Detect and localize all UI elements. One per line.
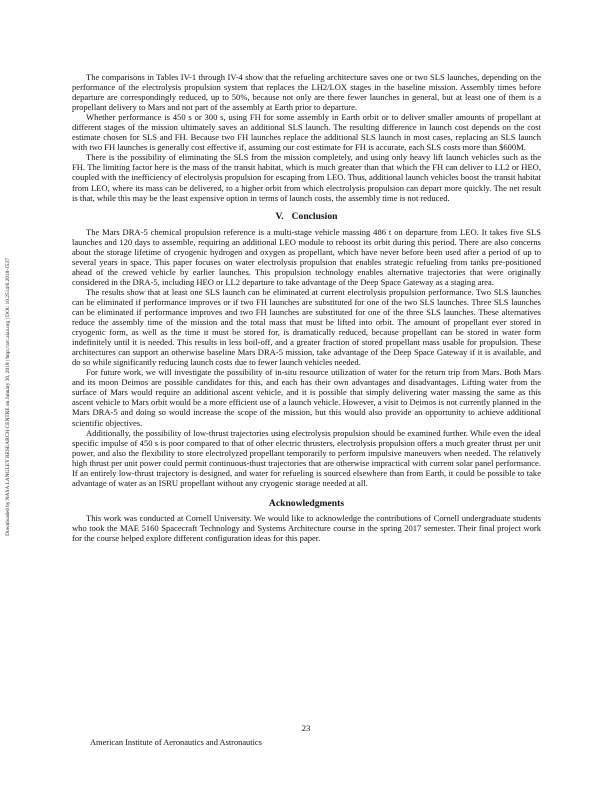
acknowledgments-heading: Acknowledgments [268, 497, 345, 509]
download-watermark [3, 207, 12, 587]
page-number: 23 [301, 723, 311, 733]
conclusion-heading [72, 211, 541, 222]
body-paragraph: The comparisons in Tables IV-1 through IV-4 show that the refueling architecture saves one or two SLS launches, depending on the performance of the electrolysis propulsion system that replaces the LH2/LOX stages in the baseline mission. Assembly times before departure are correspondingly reduced, up to 50%, because not only are there fewer launches in general, but at least one of them is a propellant delivery to Mars and not part of the assembly at Earth prior to departure. [72, 72, 541, 113]
section-title: Conclusion [291, 210, 338, 222]
section-number: V. [275, 210, 284, 222]
download-watermark-text: Downloaded by NASA LANGLEY RESEARCH CENTRE on January 30, 2018 | http://arc.aiaa.org | DOI: 10.2514/6.2018-1537 [4, 258, 11, 536]
conclusion-paragraph: The results show that at least one SLS launch can be eliminated at current electrolysis propulsion performance. Two SLS launches can be eliminated if performance improves or if two FH launches are substituted for one of the two SLS launches. Three SLS launches can be eliminated if performance improves and two FH launches are substituted for one of the three SLS launches. These alternatives reduce the assembly time of the mission and the total mass that must be lifted into orbit. The amount of propellant ever stored in cryogenic form, as well as the time it must be stored for, is dramatically reduced, because propellant can be stored in water form indefinitely until it is needed. This results in less boil-off, and a greater fraction of stored propellant mass usable for propulsion. These architectures can support an otherwise baseline Mars DRA-5 mission, take advantage of the Deep Space Gateway if it is available, and do so while significantly reducing launch costs due to fewer launch vehicles needed. [72, 286, 541, 368]
page-content [72, 72, 541, 543]
page-footer: American Institute of Aeronautics and Astronautics [90, 738, 262, 747]
body-paragraph: Whether performance is 450 s or 300 s, using FH for some assembly in Earth orbit or to deliver smaller amounts of propellant at different stages of the mission ultimately saves an additional SLS launch. The resulting difference in launch cost depends on the cost estimate chosen for SLS and FH. Because two FH launches replace the additional SLS launch in most cases, replacing an SLS launch with two FH launches is generally cost effective if, assuming our cost estimate for FH is accurate, each SLS costs more than $600M. [72, 112, 541, 153]
acknowledgments-paragraph: This work was conducted at Cornell University. We would like to acknowledge the contributions of Cornell undergraduate students who took the MAE 5160 Spacecraft Technology and Systems Architecture course in the spring 2017 semester. Their final project work for the course helped explore different configuration ideas for this paper. [72, 512, 541, 543]
conclusion-paragraph: For future work, we will investigate the possibility of in-situ resource utilization of water for the return trip from Mars. Both Mars and its moon Deimos are possible candidates for this, and each has their own advantages and disadvantages. Lifting water from the surface of Mars would require an additional ascent vehicle, and it is possible that simply delivering water massing the same as this ascent vehicle to Mars orbit would be a more efficient use of a launch vehicle. However, a visit to Deimos is not currently planned in the Mars DRA-5 and doing so would increase the scope of the mission, but this would also provide an opportunity to achieve additional scientific objectives. [72, 367, 541, 428]
conclusion-paragraph: Additionally, the possibility of low-thrust trajectories using electrolysis propulsion should be examined further. While even the ideal specific impulse of 450 s is poor compared to that of other electric thrusters, electrolysis propulsion offers a much greater thrust per unit power, and also the flexibility to store electrolyzed propellant temporarily to perform impulsive maneuvers when needed. The relatively high thrust per unit power could permit continuous-thust trajectories that are otherwise impractical with current solar panel performance. If an entirely low-thrust trajectory is designed, and water for refueling is sourced elsewhere than from Earth, it could be possible to take advantage of water as an ISRU propellant without any cryogenic storage needed at all. [72, 427, 541, 488]
body-paragraph: There is the possibility of eliminating the SLS from the mission completely, and using only heavy lift launch vehicles such as the FH. The limiting factor here is the mass of the transit habitat, which is much greater than that which the FH can deliver to LL2 or HEO, coupled with the inefficiency of electrolysis propulsion for escaping from LEO. Thus, additional launch vehicles boost the transit habitat from LEO, where its mass can be delivered, to a higher orbit from which electrolysis propulsion can depart more quickly. The net result is that, while this may be the least expensive option in terms of launch costs, the assembly time is not reduced. [72, 152, 541, 203]
conclusion-paragraph: The Mars DRA-5 chemical propulsion reference is a multi-stage vehicle massing 486 t on departure from LEO. It takes five SLS launches and 120 days to assemble, requiring an additional LEO module to reboost its orbit during this period. There are also concerns about the storage lifetime of cryogenic hydrogen and oxygen as propellant, which have never before been used after a period of up to several years in space. This paper focuses on water electrolysis propulsion that enables strategic refueling from tanks pre-positioned ahead of the crewed vehicle by earlier launches. This propulsion technology enables alternative trajectories that were originally considered in the DRA-5, including HEO or LL2 departure to take advantage of the Deep Space Gateway as a staging area. [72, 226, 541, 287]
